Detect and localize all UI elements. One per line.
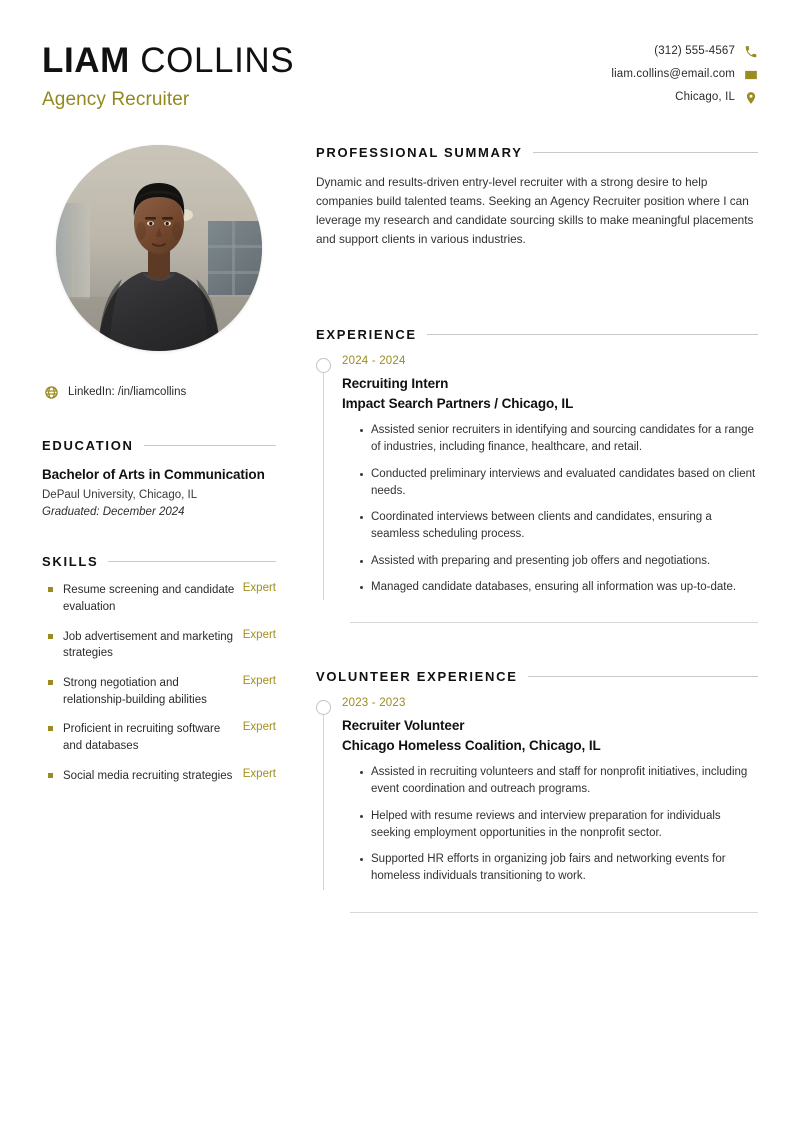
first-name: LIAM <box>42 41 130 80</box>
main-column <box>294 145 758 913</box>
entry-dates: 2024 - 2024 <box>342 355 406 368</box>
education-section <box>42 438 276 519</box>
entry-divider <box>350 912 758 913</box>
bullet-icon <box>48 587 53 592</box>
heading-rule <box>427 334 758 335</box>
list-item <box>42 582 276 615</box>
timeline-dot-icon <box>316 358 331 373</box>
heading-rule <box>528 676 758 677</box>
skill-name: Resume screening and candidate evaluation <box>63 584 235 614</box>
list-item <box>42 768 276 785</box>
entry-body <box>342 697 758 900</box>
resume-header <box>42 38 758 111</box>
bullet-icon <box>48 773 53 778</box>
bullet-item: Coordinated interviews between clients and candidates, ensuring a seamless scheduling process. <box>360 509 758 544</box>
heading-rule <box>144 445 276 446</box>
education-heading-text: EDUCATION <box>42 437 134 453</box>
skill-name: Job advertisement and marketing strategies <box>63 630 234 660</box>
identity-block <box>42 38 294 111</box>
experience-heading <box>316 327 758 342</box>
list-item <box>42 675 276 708</box>
volunteer-heading <box>316 669 758 684</box>
education-heading <box>42 438 276 453</box>
bullet-item: Conducted preliminary interviews and evaluated candidates based on client needs. <box>360 466 758 501</box>
volunteer-section <box>316 669 758 913</box>
summary-section <box>316 145 758 249</box>
bullet-item: Helped with resume reviews and interview preparation for individuals seeking employment opportunities in the nonprofit sector. <box>360 808 758 843</box>
summary-heading-text: PROFESSIONAL SUMMARY <box>316 144 523 160</box>
entry-role: Recruiter Volunteer <box>342 718 465 734</box>
entry-body <box>342 355 758 610</box>
timeline <box>316 355 342 610</box>
list-item <box>42 721 276 754</box>
bullet-item: Assisted with preparing and presenting job offers and negotiations. <box>360 553 758 570</box>
contact-phone-text: (312) 555-4567 <box>654 45 735 58</box>
contact-email[interactable] <box>611 68 758 82</box>
volunteer-entry <box>316 697 758 900</box>
bullet-item: Assisted senior recruiters in identifying and sourcing candidates for a range of industries, including finance, healthcare, and retail. <box>360 422 758 457</box>
map-pin-icon <box>744 91 758 105</box>
bullet-item: Supported HR efforts in organizing job fairs and networking events for homeless individuals transitioning to work. <box>360 851 758 886</box>
entry-bullets <box>342 764 758 886</box>
timeline <box>316 697 342 900</box>
education-school: DePaul University, Chicago, IL <box>42 489 198 502</box>
skill-name: Strong negotiation and relationship-building abilities <box>63 677 207 706</box>
list-item <box>42 629 276 662</box>
resume-body <box>42 145 758 913</box>
portrait-photo <box>56 145 262 351</box>
contact-location <box>675 91 758 105</box>
skill-level: Expert <box>242 721 276 734</box>
timeline-dot-icon <box>316 700 331 715</box>
skill-level: Expert <box>242 675 276 688</box>
bullet-item: Managed candidate databases, ensuring all information was up-to-date. <box>360 579 758 596</box>
timeline-line <box>323 373 324 600</box>
skill-level: Expert <box>242 628 276 641</box>
linkedin-text: LinkedIn: /in/liamcollins <box>68 386 187 399</box>
last-name-text: COLLINS <box>140 41 295 80</box>
contact-block <box>611 38 758 105</box>
last-name <box>130 41 140 80</box>
phone-icon <box>744 45 758 59</box>
candidate-name <box>42 42 294 80</box>
entry-divider <box>350 622 758 623</box>
volunteer-heading-text: VOLUNTEER EXPERIENCE <box>316 669 518 685</box>
envelope-icon <box>744 68 758 82</box>
photo-wrapper <box>56 145 262 351</box>
experience-heading-text: EXPERIENCE <box>316 327 417 343</box>
timeline-line <box>323 715 324 890</box>
bullet-icon <box>48 634 53 639</box>
summary-text: Dynamic and results-driven entry-level recruiter with a strong desire to help companies build talented teams. Seeking an Agency Recruiter position where I can leverage my research and candidate sourcing skills to make meaningful placements and support clients in various industries. <box>316 174 754 247</box>
contact-phone[interactable] <box>654 45 758 59</box>
skill-name: Proficient in recruiting software and databases <box>63 723 221 753</box>
linkedin-row[interactable] <box>44 385 276 400</box>
skills-section <box>42 554 276 784</box>
skill-level: Expert <box>242 767 276 780</box>
skill-name: Social media recruiting strategies <box>63 769 233 782</box>
bullet-item: Assisted in recruiting volunteers and staff for nonprofit initiatives, including event coordination and outreach programs. <box>360 764 758 799</box>
entry-bullets <box>342 422 758 596</box>
entry-organization: Impact Search Partners / Chicago, IL <box>342 396 574 412</box>
education-degree: Bachelor of Arts in Communication <box>42 466 265 482</box>
heading-rule <box>108 561 276 562</box>
sidebar-column <box>42 145 294 798</box>
entry-dates: 2023 - 2023 <box>342 697 406 710</box>
summary-heading <box>316 145 758 160</box>
education-graduation: Graduated: December 2024 <box>42 506 185 519</box>
skills-heading <box>42 554 276 569</box>
job-title: Agency Recruiter <box>42 88 190 110</box>
entry-organization: Chicago Homeless Coalition, Chicago, IL <box>342 738 601 754</box>
skill-level: Expert <box>242 582 276 595</box>
experience-section <box>316 327 758 623</box>
bullet-icon <box>48 726 53 731</box>
globe-icon <box>44 385 59 400</box>
heading-rule <box>533 152 758 153</box>
bullet-icon <box>48 680 53 685</box>
skills-heading-text: SKILLS <box>42 554 99 570</box>
experience-entry <box>316 355 758 610</box>
contact-email-text: liam.collins@email.com <box>611 68 735 81</box>
entry-role: Recruiting Intern <box>342 376 449 392</box>
contact-location-text: Chicago, IL <box>675 91 735 104</box>
